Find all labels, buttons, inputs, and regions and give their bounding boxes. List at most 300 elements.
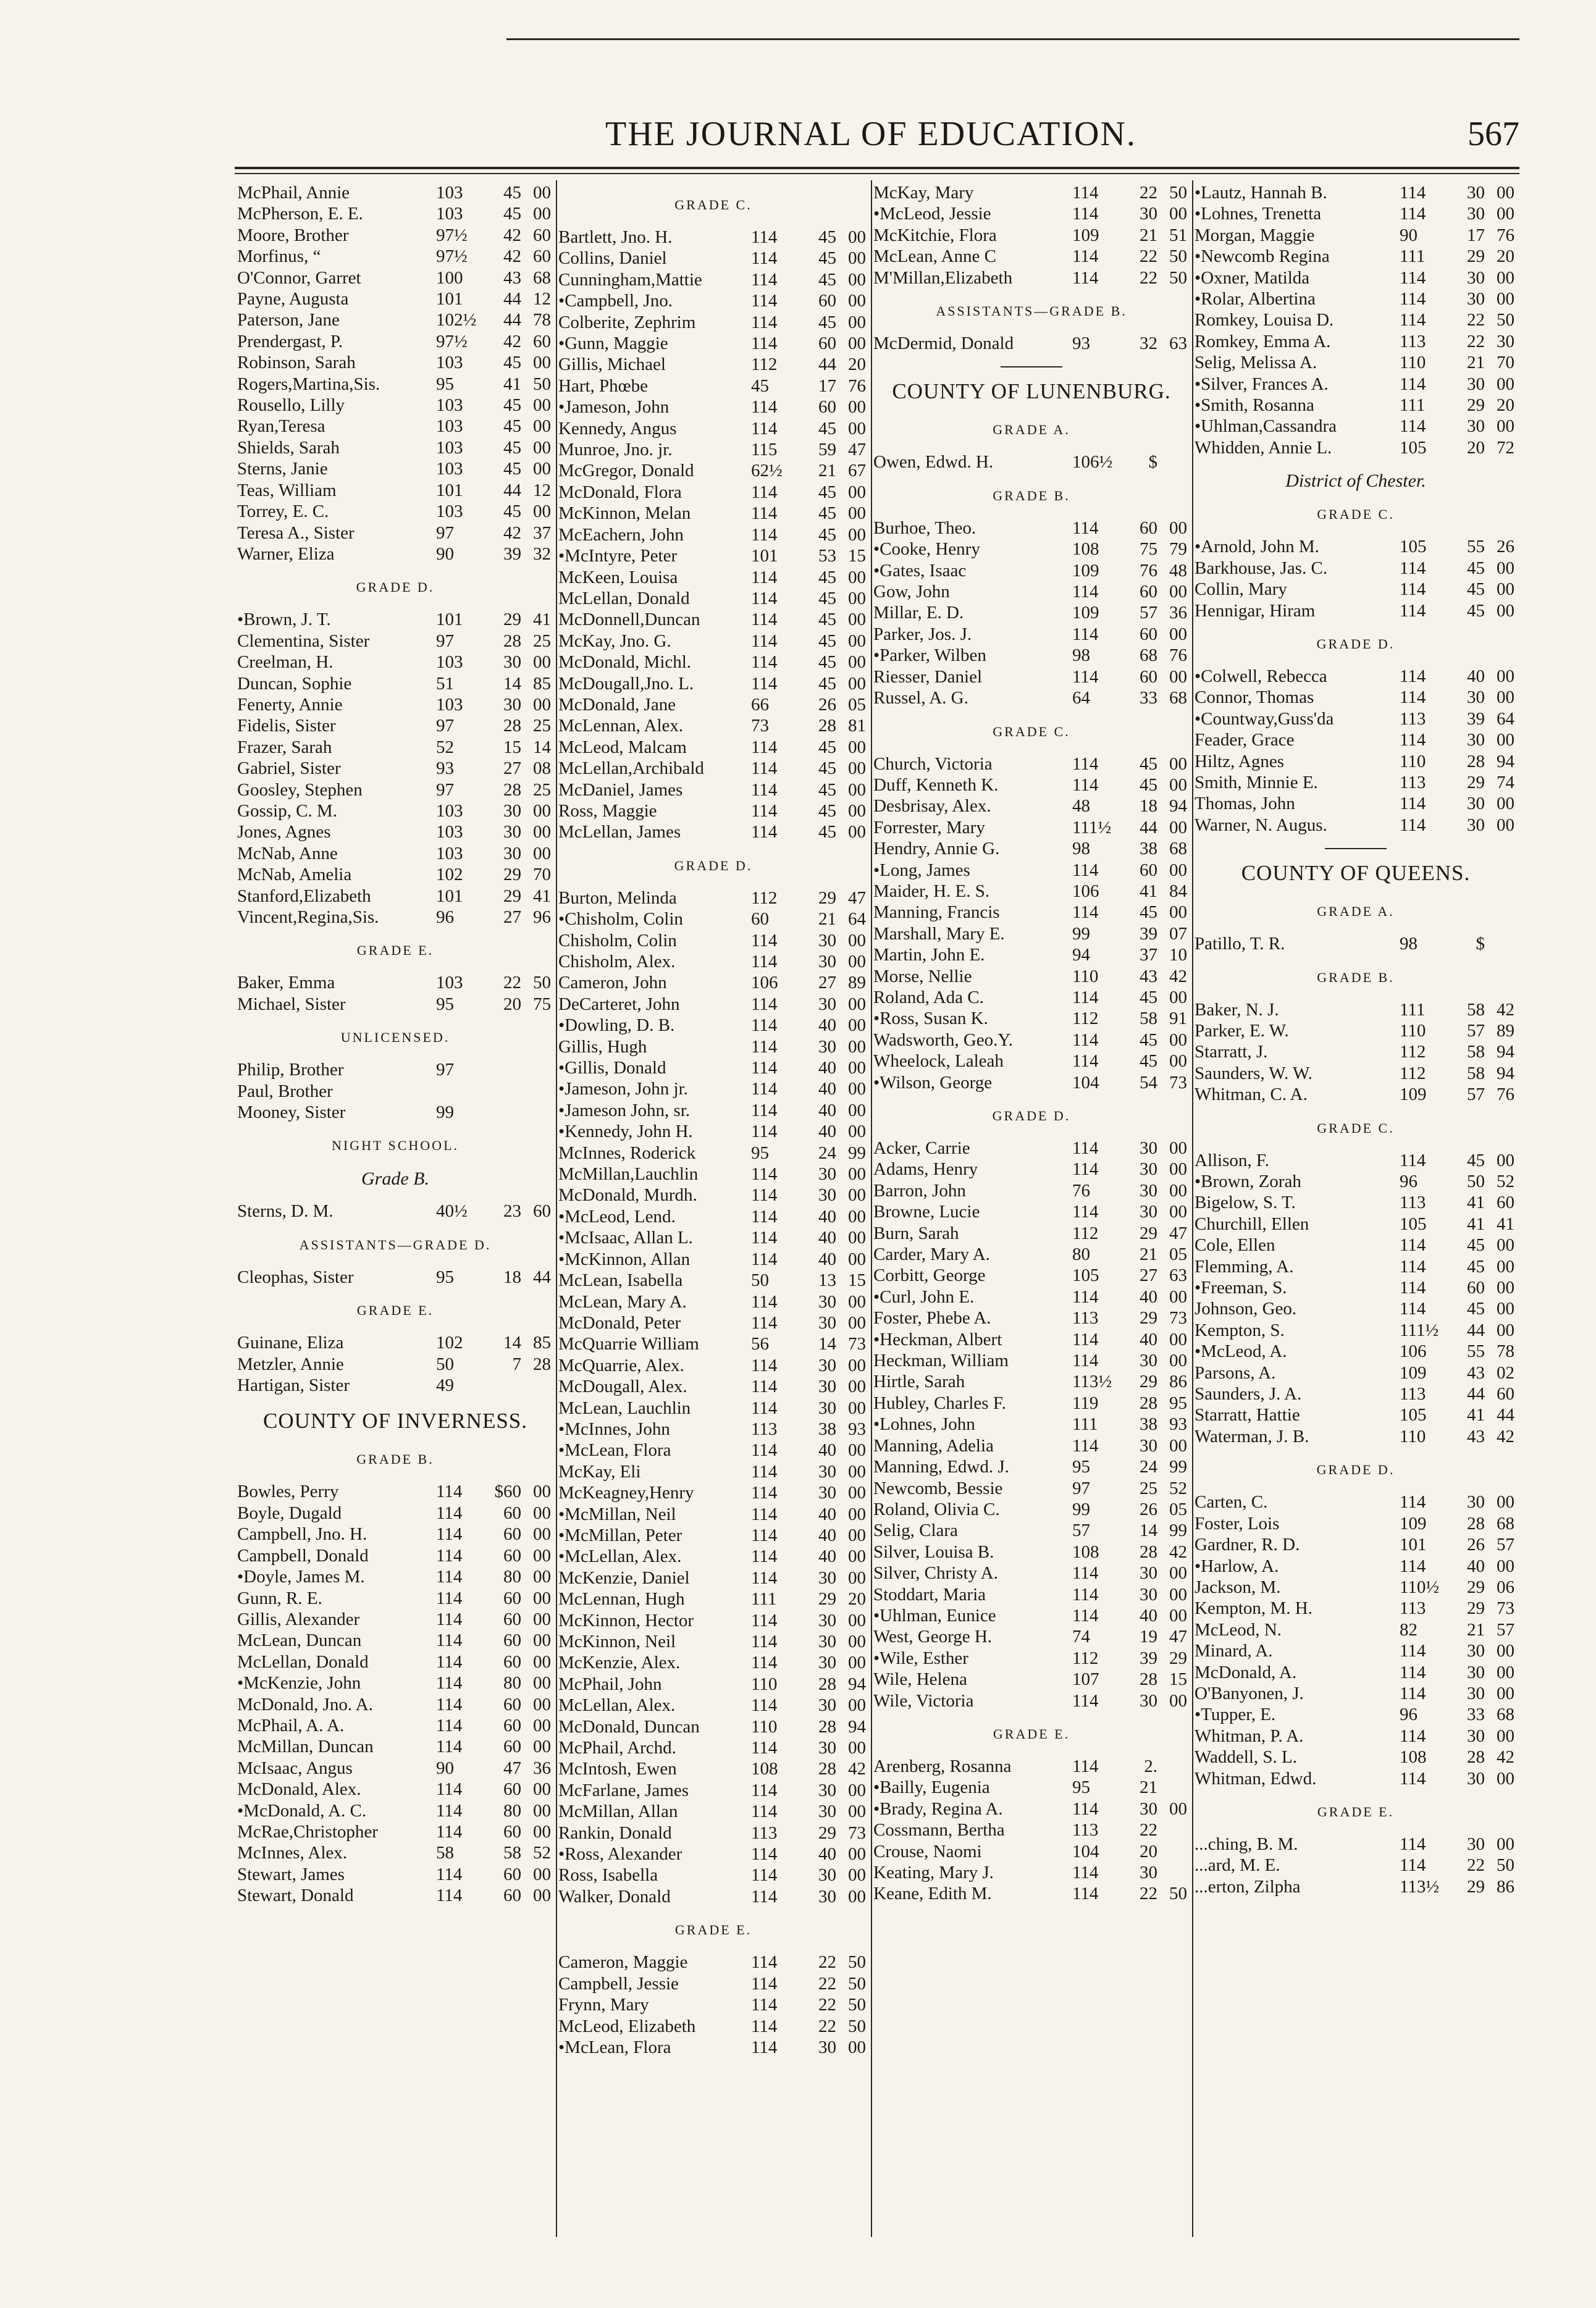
days-taught: 114 bbox=[1072, 1138, 1099, 1158]
teacher-name: Marshall, Mary E. bbox=[873, 923, 1005, 944]
teacher-name: Whitman, C. A. bbox=[1195, 1085, 1308, 1105]
grant-cents: 00 bbox=[533, 437, 551, 458]
days-taught: 112 bbox=[1072, 1648, 1099, 1668]
teacher-row bbox=[1192, 1747, 1519, 1768]
teacher-row bbox=[556, 1291, 871, 1312]
days-taught: 114 bbox=[1400, 1556, 1426, 1576]
grant-cents: 05 bbox=[1169, 1244, 1187, 1265]
teacher-name: •Silver, Frances A. bbox=[1195, 374, 1329, 394]
grant-dollars: 29 bbox=[503, 865, 521, 885]
teacher-name: McLellan, Donald bbox=[237, 1651, 369, 1672]
days-taught: 114 bbox=[1072, 183, 1099, 203]
days-taught: 114 bbox=[751, 610, 778, 630]
teacher-name: Foster, Phebe A. bbox=[873, 1308, 991, 1328]
teacher-row bbox=[871, 246, 1192, 267]
teacher-name: Maider, H. E. S. bbox=[873, 881, 990, 901]
days-taught: 114 bbox=[436, 1864, 463, 1884]
teacher-row bbox=[1192, 225, 1519, 246]
teacher-row bbox=[871, 1072, 1192, 1093]
teacher-name: McLean, Mary A. bbox=[558, 1291, 687, 1312]
teacher-name: Cunningham,Mattie bbox=[558, 269, 702, 290]
teacher-row bbox=[235, 843, 556, 864]
teacher-row bbox=[871, 1244, 1192, 1265]
teacher-name: Gardner, R. D. bbox=[1195, 1535, 1300, 1555]
grant-dollars: 50 bbox=[1467, 1172, 1485, 1191]
grant-dollars: 60 bbox=[503, 1886, 521, 1906]
days-taught: 114 bbox=[751, 1973, 778, 1994]
grant-dollars: 30 bbox=[818, 1164, 836, 1185]
teacher-row bbox=[871, 1756, 1192, 1777]
days-taught: 103 bbox=[436, 501, 463, 522]
days-taught: 114 bbox=[1072, 902, 1099, 923]
grant-cents: 00 bbox=[1169, 1180, 1187, 1201]
teacher-row bbox=[1192, 729, 1519, 750]
teacher-name: McRae,Christopher bbox=[237, 1821, 378, 1842]
grant-cents bbox=[1157, 1862, 1192, 1883]
grant-cents: 50 bbox=[1169, 183, 1187, 203]
teacher-row bbox=[235, 309, 556, 330]
teacher-row bbox=[1192, 1577, 1519, 1598]
grant-dollars: 17 bbox=[1467, 225, 1485, 245]
teacher-name: Patillo, T. R. bbox=[1195, 934, 1285, 954]
teacher-name: Cleophas, Sister bbox=[237, 1267, 354, 1287]
grant-dollars: 30 bbox=[1467, 267, 1485, 288]
teacher-name: Morgan, Maggie bbox=[1195, 225, 1315, 245]
teacher-row bbox=[556, 524, 871, 545]
teacher-name: Corbitt, George bbox=[873, 1265, 986, 1286]
grant-cents: 00 bbox=[1169, 1202, 1187, 1222]
teacher-row bbox=[871, 1478, 1192, 1499]
days-taught: 114 bbox=[751, 1122, 778, 1142]
teacher-name: Bowles, Perry bbox=[237, 1482, 339, 1502]
grade-heading: UNLICENSED. bbox=[340, 1030, 450, 1046]
teacher-row bbox=[556, 354, 871, 375]
teacher-row bbox=[871, 881, 1192, 902]
grant-dollars: 41 bbox=[1140, 881, 1157, 901]
grade-heading: GRADE C. bbox=[993, 723, 1070, 739]
grant-cents: 00 bbox=[1169, 582, 1187, 602]
grade-heading: GRADE E. bbox=[356, 942, 434, 959]
grant-cents: 68 bbox=[533, 267, 551, 288]
days-taught: 114 bbox=[751, 994, 778, 1014]
grant-cents: 00 bbox=[848, 588, 866, 608]
grant-cents: 44 bbox=[1497, 1405, 1514, 1425]
days-taught: 112 bbox=[1072, 1223, 1099, 1243]
grant-cents: 00 bbox=[848, 673, 866, 694]
grant-cents: 41 bbox=[533, 610, 551, 630]
teacher-row bbox=[1192, 267, 1519, 288]
grant-cents: 00 bbox=[1169, 902, 1187, 923]
days-taught: 97 bbox=[436, 631, 454, 651]
teacher-name: Shields, Sarah bbox=[237, 437, 340, 458]
grant-dollars: 30 bbox=[1467, 815, 1485, 835]
entry-list bbox=[235, 972, 556, 1015]
teacher-name: •McLeod, A. bbox=[1195, 1341, 1287, 1362]
grant-dollars: 60 bbox=[503, 1545, 521, 1566]
grant-cents: 00 bbox=[848, 1738, 866, 1758]
teacher-name: McLeod, Malcam bbox=[558, 737, 687, 757]
teacher-name: •McInnes, John bbox=[558, 1419, 670, 1439]
grant-dollars: 30 bbox=[818, 1312, 836, 1333]
page-header bbox=[235, 114, 1519, 157]
teacher-name: Duff, Kenneth K. bbox=[873, 774, 999, 795]
grant-cents: 00 bbox=[848, 1525, 866, 1545]
teacher-name: Hubley, Charles F. bbox=[873, 1393, 1006, 1413]
teacher-name: McMillan,Lauchlin bbox=[558, 1164, 699, 1185]
grant-cents: 15 bbox=[848, 1270, 866, 1291]
teacher-row bbox=[871, 1841, 1192, 1862]
entry-list bbox=[1192, 666, 1519, 836]
grant-dollars: 29 bbox=[1467, 246, 1485, 267]
teacher-row bbox=[235, 715, 556, 736]
teacher-name: Hiltz, Agnes bbox=[1195, 751, 1284, 771]
teacher-name: McPhail, John bbox=[558, 1674, 662, 1694]
days-taught: 108 bbox=[1400, 1747, 1427, 1768]
teacher-name: Campbell, Donald bbox=[237, 1545, 369, 1566]
days-taught: 110 bbox=[1400, 751, 1426, 771]
days-taught: 90 bbox=[436, 543, 454, 564]
teacher-name: McNab, Anne bbox=[237, 843, 338, 863]
grant-dollars: 40 bbox=[818, 1228, 836, 1248]
grant-cents: 57 bbox=[1497, 1535, 1514, 1555]
teacher-row bbox=[235, 609, 556, 630]
grant-cents: 73 bbox=[1169, 1072, 1187, 1093]
teacher-row bbox=[871, 1862, 1192, 1883]
grant-dollars: 28 bbox=[1467, 1513, 1485, 1534]
grant-dollars: 29 bbox=[1467, 772, 1485, 792]
teacher-row bbox=[1192, 793, 1519, 814]
teacher-row bbox=[235, 1609, 556, 1630]
grant-dollars: 29 bbox=[1467, 1876, 1485, 1897]
grant-dollars bbox=[484, 1375, 521, 1396]
days-taught: 114 bbox=[436, 1737, 463, 1757]
teacher-name: Torrey, E. C. bbox=[237, 501, 329, 522]
header-rule bbox=[235, 167, 1519, 169]
grant-cents: 12 bbox=[533, 480, 551, 500]
days-taught: 114 bbox=[1072, 753, 1099, 774]
teacher-row bbox=[556, 312, 871, 333]
entry-list bbox=[235, 1201, 556, 1222]
days-taught: 114 bbox=[1400, 289, 1426, 309]
teacher-row bbox=[1192, 1214, 1519, 1235]
teacher-row bbox=[235, 779, 556, 800]
teacher-row bbox=[556, 227, 871, 248]
teacher-name: McDougall, Alex. bbox=[558, 1377, 687, 1397]
teacher-row bbox=[871, 817, 1192, 838]
teacher-name: •McLellan, Alex. bbox=[558, 1546, 682, 1567]
teacher-name: •Lohnes, Trenetta bbox=[1195, 204, 1322, 224]
grant-cents: 00 bbox=[848, 1483, 866, 1503]
teacher-row bbox=[1192, 1426, 1519, 1447]
grant-dollars: 20 bbox=[1140, 1841, 1157, 1861]
grant-cents: 60 bbox=[533, 1201, 551, 1222]
grant-cents: 00 bbox=[533, 822, 551, 842]
entry-list bbox=[871, 1756, 1192, 1905]
grant-cents: 78 bbox=[533, 310, 551, 330]
grant-dollars: 21 bbox=[818, 909, 836, 929]
days-taught: 95 bbox=[1072, 1457, 1090, 1477]
grant-dollars: 45 bbox=[818, 631, 836, 651]
teacher-row bbox=[556, 994, 871, 1015]
days-taught: 114 bbox=[1072, 267, 1099, 288]
days-taught: 114 bbox=[751, 952, 778, 971]
days-taught: 114 bbox=[436, 1524, 463, 1545]
grant-cents: 25 bbox=[533, 716, 551, 736]
days-taught: 97 bbox=[436, 522, 454, 543]
days-taught: 97 bbox=[436, 779, 454, 800]
grant-cents: 63 bbox=[1169, 1265, 1187, 1286]
teacher-row bbox=[871, 1563, 1192, 1584]
grant-cents: 00 bbox=[848, 312, 866, 332]
teacher-row bbox=[235, 374, 556, 395]
grant-cents: 00 bbox=[1169, 1030, 1187, 1050]
grant-cents: 00 bbox=[848, 1377, 866, 1397]
teacher-row bbox=[235, 1715, 556, 1736]
grant-dollars: 60 bbox=[503, 1864, 521, 1884]
days-taught: 103 bbox=[436, 843, 463, 863]
teacher-name: Gabriel, Sister bbox=[237, 758, 341, 779]
teacher-row bbox=[871, 966, 1192, 987]
teacher-name: •McIsaac, Allan L. bbox=[558, 1228, 693, 1248]
days-taught: 101 bbox=[1400, 1535, 1427, 1555]
grant-dollars: 32 bbox=[1140, 334, 1157, 354]
grant-cents: 00 bbox=[848, 503, 866, 524]
teacher-row bbox=[1192, 1041, 1519, 1062]
teacher-name: McFarlane, James bbox=[558, 1780, 689, 1800]
teacher-row bbox=[235, 458, 556, 479]
teacher-name: McMillan, Duncan bbox=[237, 1737, 374, 1757]
grant-dollars: 22 bbox=[1140, 267, 1157, 288]
teacher-row bbox=[871, 1798, 1192, 1819]
grant-dollars: 30 bbox=[818, 1865, 836, 1886]
grant-cents: 00 bbox=[533, 1503, 551, 1523]
teacher-row bbox=[556, 758, 871, 779]
grant-dollars: 30 bbox=[1467, 1726, 1485, 1746]
teacher-row bbox=[235, 1102, 556, 1123]
teacher-name: Frynn, Mary bbox=[558, 1995, 649, 2015]
teacher-row bbox=[1192, 182, 1519, 203]
days-taught: 97½ bbox=[436, 225, 468, 245]
teacher-row bbox=[1192, 1704, 1519, 1725]
teacher-name: Stoddart, Maria bbox=[873, 1584, 986, 1605]
teacher-row bbox=[556, 2016, 871, 2037]
entry-list bbox=[871, 753, 1192, 1094]
teacher-name: •Wilson, George bbox=[873, 1072, 993, 1093]
days-taught: 105 bbox=[1400, 437, 1427, 458]
teacher-name: Cossmann, Bertha bbox=[873, 1820, 1005, 1840]
days-taught: 114 bbox=[1400, 1492, 1426, 1513]
teacher-row bbox=[1192, 1383, 1519, 1404]
teacher-name: Ross, Maggie bbox=[558, 800, 657, 821]
grant-dollars: 45 bbox=[1140, 1051, 1157, 1072]
days-taught: 97 bbox=[1072, 1478, 1090, 1498]
days-taught: 114 bbox=[1400, 794, 1426, 814]
teacher-row bbox=[235, 1885, 556, 1906]
grant-dollars: 7 bbox=[512, 1354, 521, 1374]
days-taught: 114 bbox=[1072, 1351, 1099, 1371]
grant-cents: 15 bbox=[848, 546, 866, 566]
grant-cents: 00 bbox=[1169, 1798, 1187, 1819]
teacher-name: Russel, A. G. bbox=[873, 688, 968, 708]
grant-cents: 00 bbox=[1169, 204, 1187, 224]
grant-cents: 78 bbox=[1497, 1341, 1514, 1362]
grant-dollars: 30 bbox=[1467, 1768, 1485, 1789]
teacher-row bbox=[556, 888, 871, 909]
grant-dollars: 41 bbox=[1467, 1405, 1485, 1425]
days-taught: 114 bbox=[751, 1525, 778, 1545]
teacher-row bbox=[235, 972, 556, 993]
teacher-row bbox=[556, 715, 871, 736]
grant-cents: 00 bbox=[533, 1886, 551, 1906]
days-taught: 94 bbox=[1072, 945, 1090, 965]
days-taught: 114 bbox=[1072, 246, 1099, 267]
teacher-name: Jackson, M. bbox=[1195, 1577, 1281, 1597]
teacher-name: Ryan,Teresa bbox=[237, 416, 326, 437]
teacher-row bbox=[556, 652, 871, 673]
teacher-name: McPhail, Annie bbox=[237, 183, 350, 203]
grant-cents bbox=[1157, 1777, 1192, 1798]
grant-cents: 00 bbox=[848, 524, 866, 545]
grant-dollars: 45 bbox=[1467, 600, 1485, 621]
teacher-row bbox=[235, 1059, 556, 1080]
days-taught: 114 bbox=[1400, 1256, 1426, 1277]
days-taught: 114 bbox=[751, 1291, 778, 1312]
grant-cents: 57 bbox=[1497, 1619, 1514, 1640]
teacher-row bbox=[871, 987, 1192, 1008]
teacher-row bbox=[1192, 1855, 1519, 1876]
teacher-name: Foster, Lois bbox=[1195, 1513, 1280, 1534]
teacher-row bbox=[556, 1886, 871, 1907]
teacher-row bbox=[1192, 1020, 1519, 1041]
teacher-name: Gillis, Alexander bbox=[237, 1609, 360, 1629]
grant-dollars: 45 bbox=[818, 567, 836, 587]
days-taught: 103 bbox=[436, 822, 463, 842]
teacher-name: •Arnold, John M. bbox=[1195, 537, 1319, 557]
grant-cents: 00 bbox=[848, 291, 866, 311]
grant-dollars: 58 bbox=[1467, 1042, 1485, 1062]
teacher-row bbox=[556, 1333, 871, 1354]
days-taught: 114 bbox=[1072, 1329, 1099, 1349]
teacher-row bbox=[1192, 246, 1519, 267]
teacher-row bbox=[1192, 1556, 1519, 1577]
grant-cents: 26 bbox=[1497, 537, 1514, 557]
teacher-row bbox=[1192, 1341, 1519, 1362]
grant-cents: 76 bbox=[1497, 225, 1514, 245]
grant-dollars: 40 bbox=[818, 1100, 836, 1120]
grant-dollars: 57 bbox=[1140, 603, 1157, 623]
grant-cents: 00 bbox=[848, 1185, 866, 1206]
days-taught: 97½ bbox=[436, 331, 468, 351]
days-taught: 109 bbox=[1400, 1513, 1427, 1534]
grant-dollars: 45 bbox=[503, 183, 521, 203]
grant-dollars: 39 bbox=[1140, 1648, 1157, 1668]
teacher-row bbox=[1192, 1256, 1519, 1277]
teacher-row bbox=[871, 1690, 1192, 1711]
grant-cents: 00 bbox=[848, 1610, 866, 1630]
entry-list bbox=[871, 333, 1192, 354]
teacher-name: •McLean, Flora bbox=[558, 1440, 671, 1461]
grant-cents: 00 bbox=[848, 779, 866, 800]
grant-cents: 00 bbox=[533, 1524, 551, 1545]
grant-dollars: 30 bbox=[818, 1398, 836, 1418]
grant-dollars: 40 bbox=[818, 1440, 836, 1461]
grant-cents: 00 bbox=[848, 1546, 866, 1567]
teacher-row bbox=[556, 1270, 871, 1291]
grant-cents bbox=[521, 1102, 556, 1123]
teacher-name: Warner, Eliza bbox=[237, 543, 335, 564]
grade-heading: GRADE B. bbox=[1317, 969, 1395, 985]
days-taught: 101 bbox=[436, 480, 463, 500]
teacher-name: Goosley, Stephen bbox=[237, 779, 363, 800]
grant-cents: 00 bbox=[1169, 1605, 1187, 1626]
days-taught: 114 bbox=[751, 1100, 778, 1120]
grant-dollars: 33 bbox=[1140, 688, 1157, 708]
teacher-name: Johnson, Geo. bbox=[1195, 1299, 1297, 1319]
teacher-row bbox=[556, 1057, 871, 1078]
grant-dollars: 40 bbox=[1140, 1286, 1157, 1307]
grant-dollars: 28 bbox=[503, 779, 521, 800]
grade-heading: GRADE E. bbox=[674, 1922, 752, 1938]
grant-dollars: 21 bbox=[1467, 1619, 1485, 1640]
grant-cents: 00 bbox=[848, 1440, 866, 1461]
grant-dollars: 40 bbox=[1467, 1556, 1485, 1576]
teacher-name: Smith, Minnie E. bbox=[1195, 772, 1318, 792]
teacher-row bbox=[556, 1419, 871, 1440]
grant-dollars: 60 bbox=[1140, 666, 1157, 687]
grade-heading: GRADE E. bbox=[356, 1303, 434, 1319]
teacher-name: McLellan,Archibald bbox=[558, 758, 704, 779]
grant-dollars: 45 bbox=[1140, 987, 1157, 1007]
grant-dollars: 26 bbox=[818, 694, 836, 715]
days-taught: 73 bbox=[751, 716, 769, 736]
days-taught: 114 bbox=[751, 2016, 778, 2036]
grant-cents bbox=[1157, 451, 1192, 472]
teacher-name: McPherson, E. E. bbox=[237, 204, 363, 224]
teacher-row bbox=[871, 560, 1192, 581]
days-taught: 96 bbox=[436, 907, 454, 927]
grant-dollars: 60 bbox=[503, 1630, 521, 1651]
grant-cents bbox=[521, 1059, 556, 1080]
teacher-name: McKenzie, Daniel bbox=[558, 1567, 690, 1588]
grant-cents: 42 bbox=[1497, 1426, 1514, 1446]
teacher-name: Gunn, R. E. bbox=[237, 1588, 322, 1608]
grant-dollars: 30 bbox=[1467, 1683, 1485, 1703]
days-taught: 114 bbox=[1072, 1286, 1099, 1307]
teacher-row bbox=[556, 1355, 871, 1376]
teacher-row bbox=[1192, 933, 1519, 954]
teacher-name: Selig, Melissa A. bbox=[1195, 353, 1317, 373]
days-taught: 114 bbox=[1400, 1855, 1426, 1876]
days-taught: 114 bbox=[1400, 416, 1426, 437]
teacher-row bbox=[235, 800, 556, 821]
entry-list bbox=[1192, 999, 1519, 1106]
grant-cents: 00 bbox=[1169, 987, 1187, 1007]
grant-cents: 75 bbox=[533, 994, 551, 1014]
teacher-name: Cameron, John bbox=[558, 973, 667, 993]
teacher-name: McDougall,Jno. L. bbox=[558, 673, 694, 694]
teacher-name: McLellan, Donald bbox=[558, 588, 690, 608]
teacher-name: •Ross, Susan K. bbox=[873, 1009, 988, 1029]
grant-dollars: 45 bbox=[818, 737, 836, 757]
teacher-row bbox=[1192, 708, 1519, 729]
teacher-name: Sterns, Janie bbox=[237, 459, 328, 479]
grant-dollars: 24 bbox=[818, 1143, 836, 1163]
days-taught: 114 bbox=[751, 1780, 778, 1800]
teacher-row bbox=[871, 624, 1192, 645]
teacher-name: McKay, Eli bbox=[558, 1461, 641, 1482]
grant-dollars: 27 bbox=[503, 907, 521, 927]
teacher-row bbox=[235, 416, 556, 437]
